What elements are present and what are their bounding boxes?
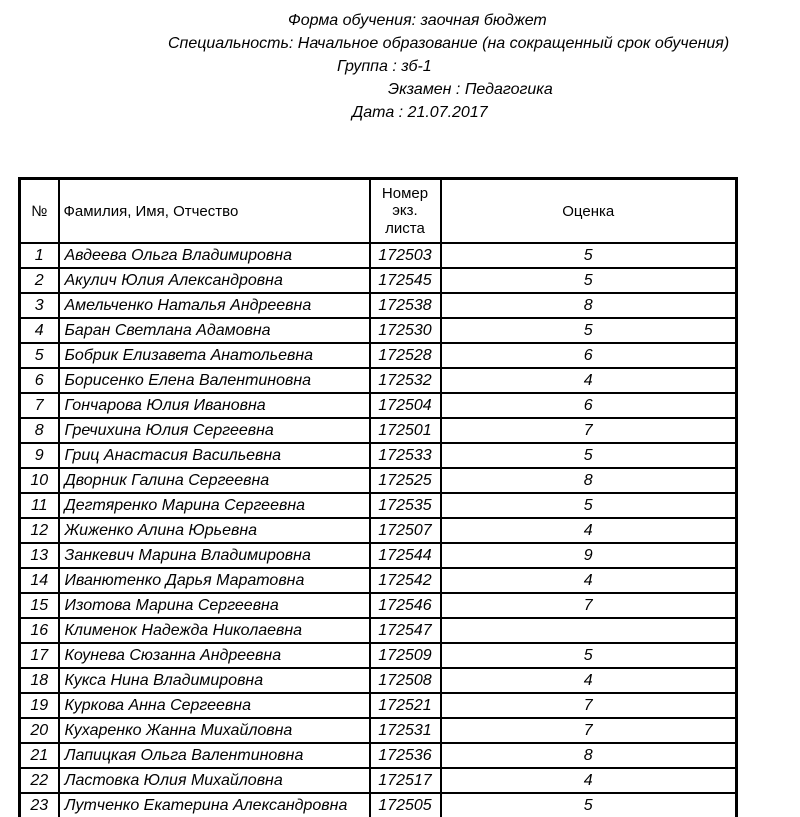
exam-line: Экзамен : Педагогика: [388, 81, 553, 98]
table-row: [20, 768, 737, 793]
table-body: [20, 243, 737, 817]
row-number-cell: 17: [20, 643, 59, 668]
exam-sheet-cell: 172501: [370, 418, 441, 443]
table-row: [20, 718, 737, 743]
exam-sheet-cell: 172542: [370, 568, 441, 593]
grade-cell: 4: [441, 568, 737, 593]
grade-cell: 8: [441, 743, 737, 768]
grade-cell: 5: [441, 268, 737, 293]
student-name-cell: Жиженко Алина Юрьевна: [59, 518, 370, 543]
grade-cell: 7: [441, 418, 737, 443]
student-name-cell: Дворник Галина Сергеевна: [59, 468, 370, 493]
row-number-cell: 3: [20, 293, 59, 318]
student-name-cell: Куркова Анна Сергеевна: [59, 693, 370, 718]
row-number-cell: 16: [20, 618, 59, 643]
grade-cell: 4: [441, 518, 737, 543]
exam-sheet-cell: 172505: [370, 793, 441, 817]
table-header-row: [20, 179, 737, 244]
exam-sheet-cell: 172546: [370, 593, 441, 618]
table-row: [20, 743, 737, 768]
sheet-header-line2: экз. листа: [385, 202, 425, 237]
column-header-name: Фамилия, Имя, Отчество: [59, 179, 370, 244]
exam-sheet-cell: 172517: [370, 768, 441, 793]
exam-sheet-cell: 172535: [370, 493, 441, 518]
column-header-grade: Оценка: [441, 179, 737, 244]
student-name-cell: Гончарова Юлия Ивановна: [59, 393, 370, 418]
grade-cell: 4: [441, 368, 737, 393]
exam-sheet-cell: 172528: [370, 343, 441, 368]
student-name-cell: Бобрик Елизавета Анатольевна: [59, 343, 370, 368]
grade-cell: 7: [441, 718, 737, 743]
exam-sheet-cell: 172509: [370, 643, 441, 668]
row-number-cell: 20: [20, 718, 59, 743]
grade-cell: 4: [441, 668, 737, 693]
student-name-cell: Акулич Юлия Александровна: [59, 268, 370, 293]
row-number-cell: 7: [20, 393, 59, 418]
row-number-cell: 13: [20, 543, 59, 568]
column-header-sheet: [370, 179, 441, 244]
student-name-cell: Коунева Сюзанна Андреевна: [59, 643, 370, 668]
student-name-cell: Иванютенко Дарья Маратовна: [59, 568, 370, 593]
table-row: [20, 493, 737, 518]
row-number-cell: 12: [20, 518, 59, 543]
grade-cell: 8: [441, 293, 737, 318]
table-row: [20, 593, 737, 618]
row-number-cell: 18: [20, 668, 59, 693]
table-row: [20, 393, 737, 418]
table-row: [20, 793, 737, 817]
table-row: [20, 418, 737, 443]
table-row: [20, 318, 737, 343]
grade-cell: 5: [441, 243, 737, 268]
grade-cell: 7: [441, 593, 737, 618]
grade-cell: 5: [441, 643, 737, 668]
row-number-cell: 8: [20, 418, 59, 443]
row-number-cell: 1: [20, 243, 59, 268]
row-number-cell: 22: [20, 768, 59, 793]
student-name-cell: Авдеева Ольга Владимировна: [59, 243, 370, 268]
table-row: [20, 518, 737, 543]
date-line: Дата : 21.07.2017: [352, 104, 488, 121]
speciality-line: Специальность: Начальное образование (на сокращенный срок обучения): [168, 35, 730, 52]
exam-sheet-cell: 172532: [370, 368, 441, 393]
row-number-cell: 9: [20, 443, 59, 468]
table-row: [20, 668, 737, 693]
student-name-cell: Дегтяренко Марина Сергеевна: [59, 493, 370, 518]
table-row: [20, 343, 737, 368]
grade-cell: 7: [441, 693, 737, 718]
grade-cell: 5: [441, 493, 737, 518]
row-number-cell: 2: [20, 268, 59, 293]
table-row: [20, 543, 737, 568]
exam-sheet-cell: 172530: [370, 318, 441, 343]
table-row: [20, 643, 737, 668]
table-row: [20, 443, 737, 468]
grade-cell: 6: [441, 393, 737, 418]
row-number-cell: 23: [20, 793, 59, 817]
student-name-cell: Изотова Марина Сергеевна: [59, 593, 370, 618]
exam-sheet-cell: 172525: [370, 468, 441, 493]
sheet-header-line1: Номер: [381, 185, 429, 203]
row-number-cell: 11: [20, 493, 59, 518]
exam-sheet-cell: 172538: [370, 293, 441, 318]
student-name-cell: Борисенко Елена Валентиновна: [59, 368, 370, 393]
grade-cell: 8: [441, 468, 737, 493]
row-number-cell: 5: [20, 343, 59, 368]
table-row: [20, 243, 737, 268]
student-name-cell: Гречихина Юлия Сергеевна: [59, 418, 370, 443]
table-row: [20, 268, 737, 293]
form-of-study-line: Форма обучения: заочная бюджет: [288, 12, 547, 29]
table-row: [20, 693, 737, 718]
group-line: Группа : зб-1: [337, 58, 432, 75]
grade-cell: 5: [441, 318, 737, 343]
exam-sheet-cell: 172545: [370, 268, 441, 293]
table-row: [20, 368, 737, 393]
student-name-cell: Лутченко Екатерина Александровна: [59, 793, 370, 817]
exam-sheet-cell: 172521: [370, 693, 441, 718]
row-number-cell: 15: [20, 593, 59, 618]
student-name-cell: Клименок Надежда Николаевна: [59, 618, 370, 643]
student-name-cell: Лапицкая Ольга Валентиновна: [59, 743, 370, 768]
row-number-cell: 21: [20, 743, 59, 768]
row-number-cell: 6: [20, 368, 59, 393]
table-row: [20, 568, 737, 593]
grade-cell: 6: [441, 343, 737, 368]
title-block: [0, 9, 800, 124]
exam-sheet-cell: 172508: [370, 668, 441, 693]
grade-cell: [441, 618, 737, 643]
grades-table: [18, 177, 738, 817]
table-row: [20, 468, 737, 493]
table-row: [20, 618, 737, 643]
exam-sheet-cell: 172544: [370, 543, 441, 568]
student-name-cell: Баран Светлана Адамовна: [59, 318, 370, 343]
exam-sheet-cell: 172547: [370, 618, 441, 643]
exam-sheet-cell: 172533: [370, 443, 441, 468]
row-number-cell: 19: [20, 693, 59, 718]
exam-sheet-cell: 172504: [370, 393, 441, 418]
grade-cell: 4: [441, 768, 737, 793]
exam-sheet-cell: 172507: [370, 518, 441, 543]
student-name-cell: Кукса Нина Владимировна: [59, 668, 370, 693]
table-header: [20, 179, 737, 244]
grade-cell: 9: [441, 543, 737, 568]
row-number-cell: 14: [20, 568, 59, 593]
column-header-number: №: [20, 179, 59, 244]
row-number-cell: 10: [20, 468, 59, 493]
student-name-cell: Гриц Анастасия Васильевна: [59, 443, 370, 468]
student-name-cell: Амельченко Наталья Андреевна: [59, 293, 370, 318]
grade-cell: 5: [441, 793, 737, 817]
student-name-cell: Кухаренко Жанна Михайловна: [59, 718, 370, 743]
student-name-cell: Занкевич Марина Владимировна: [59, 543, 370, 568]
grade-cell: 5: [441, 443, 737, 468]
exam-sheet-cell: 172531: [370, 718, 441, 743]
table-row: [20, 293, 737, 318]
student-name-cell: Ластовка Юлия Михайловна: [59, 768, 370, 793]
exam-sheet-cell: 172503: [370, 243, 441, 268]
exam-sheet-cell: 172536: [370, 743, 441, 768]
row-number-cell: 4: [20, 318, 59, 343]
